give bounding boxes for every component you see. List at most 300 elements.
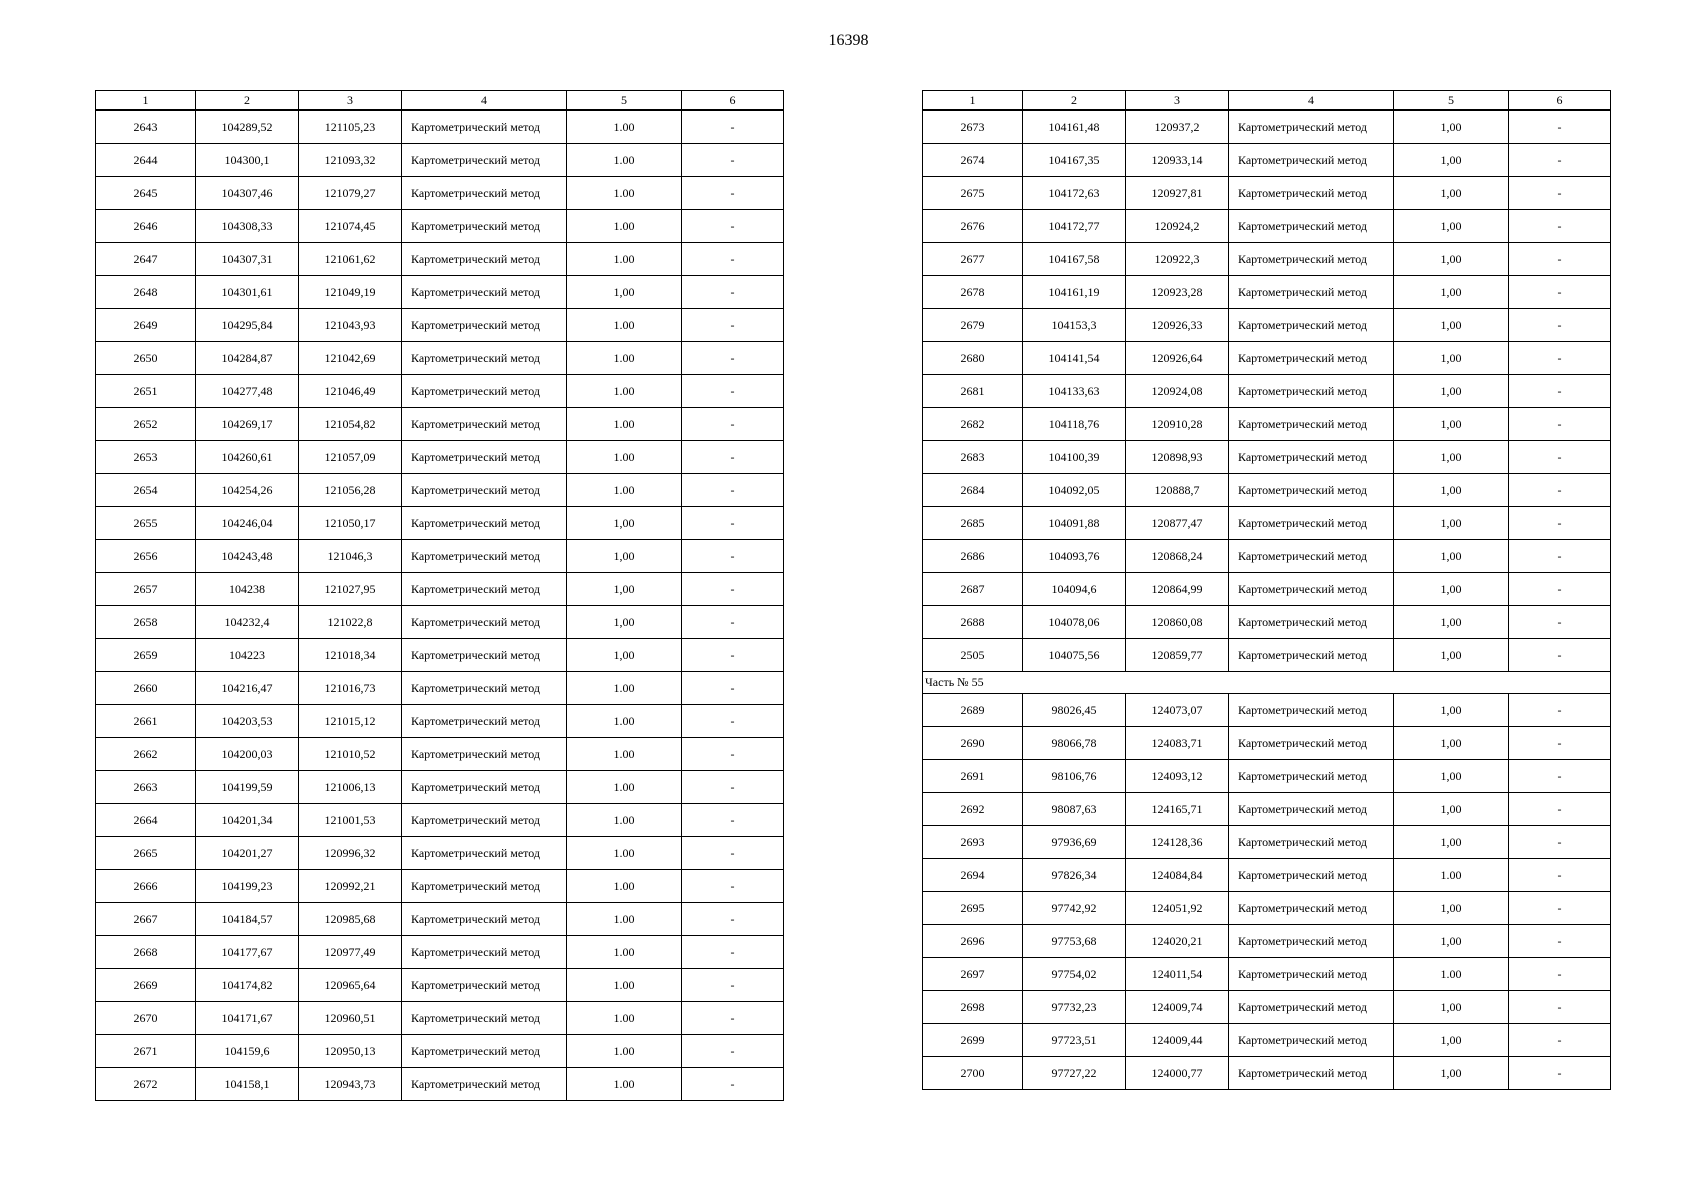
method-cell: Картометрический метод (1229, 474, 1394, 507)
x-coordinate-cell: 104161,19 (1023, 276, 1126, 309)
accuracy-cell: 1,00 (1394, 727, 1509, 760)
y-coordinate-cell: 121042,69 (299, 342, 402, 375)
accuracy-cell: 1.00 (567, 110, 682, 144)
point-number-cell: 2687 (923, 573, 1023, 606)
column-header-5: 5 (1394, 91, 1509, 111)
method-cell: Картометрический метод (1229, 210, 1394, 243)
accuracy-cell: 1,00 (567, 276, 682, 309)
point-number-cell: 2670 (96, 1002, 196, 1035)
accuracy-cell: 1.00 (567, 408, 682, 441)
x-coordinate-cell: 104203,53 (196, 705, 299, 738)
y-coordinate-cell: 121105,23 (299, 110, 402, 144)
table-row (923, 110, 1611, 144)
accuracy-cell: 1.00 (567, 1035, 682, 1068)
y-coordinate-cell: 121079,27 (299, 177, 402, 210)
method-cell: Картометрический метод (1229, 573, 1394, 606)
y-coordinate-cell: 120910,28 (1126, 408, 1229, 441)
accuracy-cell: 1.00 (567, 1068, 682, 1101)
table-row (96, 540, 784, 573)
accuracy-cell: 1.00 (567, 903, 682, 936)
point-number-cell: 2679 (923, 309, 1023, 342)
table-row (96, 738, 784, 771)
point-number-cell: 2698 (923, 991, 1023, 1024)
description-cell: - (1509, 540, 1611, 573)
x-coordinate-cell: 104158,1 (196, 1068, 299, 1101)
y-coordinate-cell: 120923,28 (1126, 276, 1229, 309)
y-coordinate-cell: 121061,62 (299, 243, 402, 276)
description-cell: - (1509, 210, 1611, 243)
coordinates-table-left (95, 90, 784, 1101)
point-number-cell: 2700 (923, 1057, 1023, 1090)
table-row (923, 760, 1611, 793)
y-coordinate-cell: 121046,49 (299, 375, 402, 408)
description-cell: - (1509, 991, 1611, 1024)
method-cell: Картометрический метод (402, 672, 567, 705)
y-coordinate-cell: 121006,13 (299, 771, 402, 804)
coordinates-table-right (922, 90, 1611, 1090)
table-row (96, 276, 784, 309)
x-coordinate-cell: 104307,31 (196, 243, 299, 276)
y-coordinate-cell: 120996,32 (299, 837, 402, 870)
accuracy-cell: 1.00 (567, 738, 682, 771)
x-coordinate-cell: 104172,63 (1023, 177, 1126, 210)
method-cell: Картометрический метод (402, 1068, 567, 1101)
point-number-cell: 2669 (96, 969, 196, 1002)
method-cell: Картометрический метод (1229, 727, 1394, 760)
description-cell: - (682, 210, 784, 243)
table-row (923, 177, 1611, 210)
table-row (923, 441, 1611, 474)
method-cell: Картометрический метод (1229, 375, 1394, 408)
point-number-cell: 2654 (96, 474, 196, 507)
accuracy-cell: 1,00 (1394, 276, 1509, 309)
column-header-1: 1 (96, 91, 196, 111)
description-cell: - (682, 177, 784, 210)
x-coordinate-cell: 97742,92 (1023, 892, 1126, 925)
method-cell: Картометрический метод (402, 969, 567, 1002)
method-cell: Картометрический метод (1229, 276, 1394, 309)
table-row (923, 342, 1611, 375)
y-coordinate-cell: 124083,71 (1126, 727, 1229, 760)
description-cell: - (1509, 309, 1611, 342)
description-cell: - (682, 804, 784, 837)
table-row (96, 870, 784, 903)
point-number-cell: 2661 (96, 705, 196, 738)
table-row (923, 507, 1611, 540)
x-coordinate-cell: 104216,47 (196, 672, 299, 705)
table-row (923, 276, 1611, 309)
point-number-cell: 2677 (923, 243, 1023, 276)
method-cell: Картометрический метод (402, 342, 567, 375)
accuracy-cell: 1,00 (1394, 1057, 1509, 1090)
description-cell: - (682, 474, 784, 507)
point-number-cell: 2683 (923, 441, 1023, 474)
method-cell: Картометрический метод (402, 1035, 567, 1068)
method-cell: Картометрический метод (1229, 958, 1394, 991)
description-cell: - (682, 243, 784, 276)
accuracy-cell: 1,00 (1394, 441, 1509, 474)
method-cell: Картометрический метод (1229, 925, 1394, 958)
y-coordinate-cell: 121074,45 (299, 210, 402, 243)
method-cell: Картометрический метод (402, 177, 567, 210)
table-body-right-top (923, 110, 1611, 672)
method-cell: Картометрический метод (402, 705, 567, 738)
point-number-cell: 2678 (923, 276, 1023, 309)
x-coordinate-cell: 104153,3 (1023, 309, 1126, 342)
accuracy-cell: 1,00 (1394, 507, 1509, 540)
point-number-cell: 2643 (96, 110, 196, 144)
description-cell: - (682, 639, 784, 672)
table-row (923, 958, 1611, 991)
description-cell: - (1509, 342, 1611, 375)
x-coordinate-cell: 104232,4 (196, 606, 299, 639)
y-coordinate-cell: 121010,52 (299, 738, 402, 771)
accuracy-cell: 1,00 (1394, 309, 1509, 342)
y-coordinate-cell: 121043,93 (299, 309, 402, 342)
method-cell: Картометрический метод (402, 243, 567, 276)
y-coordinate-cell: 124073,07 (1126, 694, 1229, 727)
table-row (96, 573, 784, 606)
y-coordinate-cell: 121046,3 (299, 540, 402, 573)
description-cell: - (682, 540, 784, 573)
table-row (923, 925, 1611, 958)
table-row (923, 573, 1611, 606)
description-cell: - (682, 771, 784, 804)
method-cell: Картометрический метод (402, 540, 567, 573)
accuracy-cell: 1.00 (567, 804, 682, 837)
description-cell: - (682, 705, 784, 738)
description-cell: - (1509, 276, 1611, 309)
y-coordinate-cell: 121018,34 (299, 639, 402, 672)
y-coordinate-cell: 120960,51 (299, 1002, 402, 1035)
method-cell: Картометрический метод (1229, 1024, 1394, 1057)
table-row (923, 243, 1611, 276)
point-number-cell: 2647 (96, 243, 196, 276)
x-coordinate-cell: 104141,54 (1023, 342, 1126, 375)
method-cell: Картометрический метод (1229, 694, 1394, 727)
table-row (923, 408, 1611, 441)
column-header-5: 5 (567, 91, 682, 111)
y-coordinate-cell: 121001,53 (299, 804, 402, 837)
accuracy-cell: 1,00 (1394, 606, 1509, 639)
x-coordinate-cell: 104199,59 (196, 771, 299, 804)
accuracy-cell: 1.00 (1394, 859, 1509, 892)
table-row (96, 507, 784, 540)
column-header-6: 6 (682, 91, 784, 111)
point-number-cell: 2656 (96, 540, 196, 573)
y-coordinate-cell: 120860,08 (1126, 606, 1229, 639)
accuracy-cell: 1.00 (567, 342, 682, 375)
x-coordinate-cell: 97826,34 (1023, 859, 1126, 892)
accuracy-cell: 1.00 (567, 936, 682, 969)
accuracy-cell: 1,00 (567, 573, 682, 606)
table-row (96, 804, 784, 837)
point-number-cell: 2673 (923, 110, 1023, 144)
table-row (923, 694, 1611, 727)
point-number-cell: 2674 (923, 144, 1023, 177)
x-coordinate-cell: 104201,34 (196, 804, 299, 837)
x-coordinate-cell: 104075,56 (1023, 639, 1126, 672)
description-cell: - (1509, 177, 1611, 210)
y-coordinate-cell: 121093,32 (299, 144, 402, 177)
x-coordinate-cell: 104284,87 (196, 342, 299, 375)
method-cell: Картометрический метод (1229, 441, 1394, 474)
description-cell: - (682, 870, 784, 903)
method-cell: Картометрический метод (402, 936, 567, 969)
description-cell: - (1509, 144, 1611, 177)
accuracy-cell: 1,00 (1394, 474, 1509, 507)
description-cell: - (1509, 892, 1611, 925)
accuracy-cell: 1.00 (567, 474, 682, 507)
description-cell: - (1509, 573, 1611, 606)
x-coordinate-cell: 104167,58 (1023, 243, 1126, 276)
point-number-cell: 2650 (96, 342, 196, 375)
x-coordinate-cell: 104167,35 (1023, 144, 1126, 177)
description-cell: - (1509, 375, 1611, 408)
method-cell: Картометрический метод (402, 309, 567, 342)
x-coordinate-cell: 104289,52 (196, 110, 299, 144)
accuracy-cell: 1.00 (567, 144, 682, 177)
x-coordinate-cell: 104078,06 (1023, 606, 1126, 639)
description-cell: - (682, 309, 784, 342)
x-coordinate-cell: 97732,23 (1023, 991, 1126, 1024)
accuracy-cell: 1,00 (1394, 991, 1509, 1024)
x-coordinate-cell: 104260,61 (196, 441, 299, 474)
method-cell: Картометрический метод (402, 738, 567, 771)
description-cell: - (682, 1035, 784, 1068)
x-coordinate-cell: 104174,82 (196, 969, 299, 1002)
table-row (96, 705, 784, 738)
x-coordinate-cell: 104094,6 (1023, 573, 1126, 606)
accuracy-cell: 1.00 (567, 375, 682, 408)
description-cell: - (1509, 606, 1611, 639)
column-header-3: 3 (299, 91, 402, 111)
x-coordinate-cell: 97723,51 (1023, 1024, 1126, 1057)
point-number-cell: 2653 (96, 441, 196, 474)
method-cell: Картометрический метод (1229, 408, 1394, 441)
accuracy-cell: 1,00 (567, 639, 682, 672)
description-cell: - (682, 110, 784, 144)
method-cell: Картометрический метод (1229, 144, 1394, 177)
accuracy-cell: 1.00 (567, 1002, 682, 1035)
table-row (96, 375, 784, 408)
method-cell: Картометрический метод (1229, 507, 1394, 540)
x-coordinate-cell: 104091,88 (1023, 507, 1126, 540)
y-coordinate-cell: 124011,54 (1126, 958, 1229, 991)
point-number-cell: 2691 (923, 760, 1023, 793)
description-cell: - (682, 441, 784, 474)
table-row (923, 375, 1611, 408)
point-number-cell: 2672 (96, 1068, 196, 1101)
point-number-cell: 2688 (923, 606, 1023, 639)
y-coordinate-cell: 121056,28 (299, 474, 402, 507)
method-cell: Картометрический метод (402, 573, 567, 606)
x-coordinate-cell: 104201,27 (196, 837, 299, 870)
point-number-cell: 2689 (923, 694, 1023, 727)
x-coordinate-cell: 104100,39 (1023, 441, 1126, 474)
y-coordinate-cell: 120926,64 (1126, 342, 1229, 375)
point-number-cell: 2684 (923, 474, 1023, 507)
table-row (96, 639, 784, 672)
method-cell: Картометрический метод (402, 144, 567, 177)
table-row (923, 309, 1611, 342)
point-number-cell: 2648 (96, 276, 196, 309)
description-cell: - (1509, 441, 1611, 474)
accuracy-cell: 1,00 (1394, 408, 1509, 441)
y-coordinate-cell: 124020,21 (1126, 925, 1229, 958)
accuracy-cell: 1.00 (567, 672, 682, 705)
method-cell: Картометрический метод (402, 804, 567, 837)
point-number-cell: 2682 (923, 408, 1023, 441)
method-cell: Картометрический метод (1229, 606, 1394, 639)
method-cell: Картометрический метод (402, 771, 567, 804)
table-row (923, 859, 1611, 892)
accuracy-cell: 1,00 (567, 606, 682, 639)
table-row (96, 474, 784, 507)
method-cell: Картометрический метод (1229, 991, 1394, 1024)
x-coordinate-cell: 104133,63 (1023, 375, 1126, 408)
accuracy-cell: 1,00 (1394, 144, 1509, 177)
point-number-cell: 2696 (923, 925, 1023, 958)
x-coordinate-cell: 104301,61 (196, 276, 299, 309)
table-row (96, 903, 784, 936)
accuracy-cell: 1,00 (1394, 342, 1509, 375)
table-row (923, 826, 1611, 859)
accuracy-cell: 1,00 (1394, 243, 1509, 276)
point-number-cell: 2664 (96, 804, 196, 837)
section-label: Часть № 55 (923, 672, 1611, 694)
description-cell: - (1509, 925, 1611, 958)
x-coordinate-cell: 97754,02 (1023, 958, 1126, 991)
method-cell: Картометрический метод (1229, 177, 1394, 210)
accuracy-cell: 1,00 (1394, 375, 1509, 408)
y-coordinate-cell: 120950,13 (299, 1035, 402, 1068)
accuracy-cell: 1,00 (1394, 826, 1509, 859)
method-cell: Картометрический метод (1229, 243, 1394, 276)
point-number-cell: 2652 (96, 408, 196, 441)
table-row (96, 1035, 784, 1068)
y-coordinate-cell: 124093,12 (1126, 760, 1229, 793)
y-coordinate-cell: 120868,24 (1126, 540, 1229, 573)
table-row (96, 342, 784, 375)
y-coordinate-cell: 121049,19 (299, 276, 402, 309)
y-coordinate-cell: 120933,14 (1126, 144, 1229, 177)
method-cell: Картометрический метод (1229, 540, 1394, 573)
method-cell: Картометрический метод (1229, 826, 1394, 859)
method-cell: Картометрический метод (1229, 859, 1394, 892)
accuracy-cell: 1.00 (567, 243, 682, 276)
x-coordinate-cell: 104243,48 (196, 540, 299, 573)
column-header-4: 4 (1229, 91, 1394, 111)
point-number-cell: 2505 (923, 639, 1023, 672)
description-cell: - (682, 738, 784, 771)
point-number-cell: 2681 (923, 375, 1023, 408)
method-cell: Картометрический метод (402, 276, 567, 309)
table-row (96, 771, 784, 804)
point-number-cell: 2676 (923, 210, 1023, 243)
x-coordinate-cell: 104277,48 (196, 375, 299, 408)
y-coordinate-cell: 124051,92 (1126, 892, 1229, 925)
description-cell: - (682, 969, 784, 1002)
method-cell: Картометрический метод (402, 375, 567, 408)
y-coordinate-cell: 120977,49 (299, 936, 402, 969)
x-coordinate-cell: 104300,1 (196, 144, 299, 177)
y-coordinate-cell: 124000,77 (1126, 1057, 1229, 1090)
table-row (96, 309, 784, 342)
y-coordinate-cell: 120922,3 (1126, 243, 1229, 276)
table-row (923, 991, 1611, 1024)
table-row (96, 1002, 784, 1035)
point-number-cell: 2644 (96, 144, 196, 177)
point-number-cell: 2668 (96, 936, 196, 969)
description-cell: - (1509, 243, 1611, 276)
x-coordinate-cell: 104159,6 (196, 1035, 299, 1068)
table-body-right-bottom (923, 694, 1611, 1090)
x-coordinate-cell: 104184,57 (196, 903, 299, 936)
description-cell: - (682, 1068, 784, 1101)
description-cell: - (1509, 1057, 1611, 1090)
y-coordinate-cell: 120926,33 (1126, 309, 1229, 342)
y-coordinate-cell: 120898,93 (1126, 441, 1229, 474)
x-coordinate-cell: 104308,33 (196, 210, 299, 243)
point-number-cell: 2686 (923, 540, 1023, 573)
y-coordinate-cell: 121016,73 (299, 672, 402, 705)
description-cell: - (682, 936, 784, 969)
y-coordinate-cell: 121022,8 (299, 606, 402, 639)
accuracy-cell: 1,00 (1394, 639, 1509, 672)
accuracy-cell: 1.00 (567, 309, 682, 342)
method-cell: Картометрический метод (402, 903, 567, 936)
y-coordinate-cell: 120877,47 (1126, 507, 1229, 540)
table-row (923, 639, 1611, 672)
accuracy-cell: 1,00 (1394, 573, 1509, 606)
y-coordinate-cell: 121054,82 (299, 408, 402, 441)
y-coordinate-cell: 124009,44 (1126, 1024, 1229, 1057)
y-coordinate-cell: 120965,64 (299, 969, 402, 1002)
x-coordinate-cell: 98106,76 (1023, 760, 1126, 793)
accuracy-cell: 1.00 (567, 969, 682, 1002)
x-coordinate-cell: 104223 (196, 639, 299, 672)
accuracy-cell: 1,00 (1394, 540, 1509, 573)
method-cell: Картометрический метод (1229, 1057, 1394, 1090)
description-cell: - (682, 375, 784, 408)
y-coordinate-cell: 120943,73 (299, 1068, 402, 1101)
description-cell: - (682, 342, 784, 375)
point-number-cell: 2680 (923, 342, 1023, 375)
method-cell: Картометрический метод (1229, 760, 1394, 793)
accuracy-cell: 1,00 (1394, 925, 1509, 958)
table-row (923, 144, 1611, 177)
x-coordinate-cell: 104177,67 (196, 936, 299, 969)
y-coordinate-cell: 120927,81 (1126, 177, 1229, 210)
method-cell: Картометрический метод (402, 408, 567, 441)
description-cell: - (682, 144, 784, 177)
description-cell: - (1509, 1024, 1611, 1057)
x-coordinate-cell: 97936,69 (1023, 826, 1126, 859)
point-number-cell: 2665 (96, 837, 196, 870)
x-coordinate-cell: 98066,78 (1023, 727, 1126, 760)
accuracy-cell: 1,00 (1394, 210, 1509, 243)
point-number-cell: 2658 (96, 606, 196, 639)
column-header-3: 3 (1126, 91, 1229, 111)
y-coordinate-cell: 121027,95 (299, 573, 402, 606)
y-coordinate-cell: 120864,99 (1126, 573, 1229, 606)
description-cell: - (682, 573, 784, 606)
point-number-cell: 2697 (923, 958, 1023, 991)
x-coordinate-cell: 97727,22 (1023, 1057, 1126, 1090)
y-coordinate-cell: 120859,77 (1126, 639, 1229, 672)
accuracy-cell: 1.00 (567, 705, 682, 738)
